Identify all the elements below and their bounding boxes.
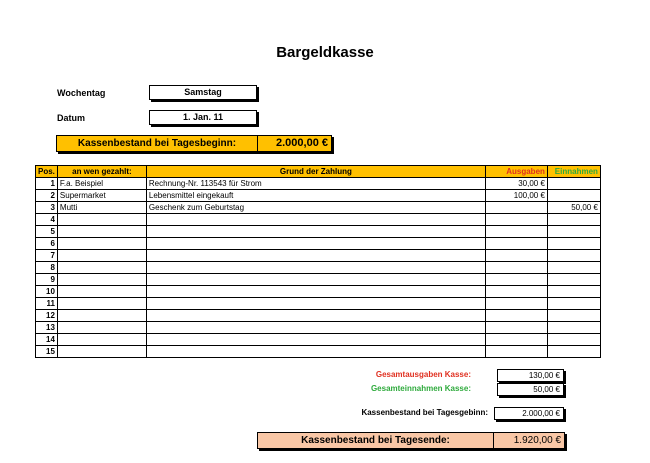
col-header-reason: Grund der Zahlung	[146, 166, 485, 178]
opening-balance-summary-value[interactable]: 2.000,00 €	[494, 407, 564, 420]
total-expenses-label: Gesamtausgaben Kasse:	[375, 370, 471, 379]
row-income-cell[interactable]	[547, 334, 600, 346]
row-income-cell[interactable]	[547, 238, 600, 250]
row-pos-cell: 10	[36, 286, 58, 298]
row-income-cell[interactable]	[547, 214, 600, 226]
row-pos-cell: 1	[36, 178, 58, 190]
row-expenses-cell[interactable]: 100,00 €	[485, 190, 547, 202]
row-expenses-cell[interactable]	[485, 214, 547, 226]
row-pos-cell: 4	[36, 214, 58, 226]
wochentag-field[interactable]: Samstag	[149, 85, 257, 100]
table-row	[36, 286, 601, 298]
row-payee-cell[interactable]: F.a. Beispiel	[57, 178, 146, 190]
row-payee-cell[interactable]: Mutti	[57, 202, 146, 214]
row-payee-cell[interactable]	[57, 250, 146, 262]
row-reason-cell[interactable]	[146, 250, 485, 262]
row-reason-cell[interactable]	[146, 262, 485, 274]
row-payee-cell[interactable]	[57, 334, 146, 346]
row-reason-cell[interactable]	[146, 334, 485, 346]
row-payee-cell[interactable]	[57, 274, 146, 286]
table-row	[36, 250, 601, 262]
total-income-value[interactable]: 50,00 €	[497, 383, 564, 396]
table-row	[36, 310, 601, 322]
row-expenses-cell[interactable]	[485, 262, 547, 274]
table-row	[36, 202, 601, 214]
row-reason-cell[interactable]	[146, 274, 485, 286]
table-row	[36, 334, 601, 346]
col-header-payee: an wen gezahlt:	[57, 166, 146, 178]
row-payee-cell[interactable]	[57, 226, 146, 238]
cash-table	[35, 165, 601, 358]
row-pos-cell: 8	[36, 262, 58, 274]
table-row	[36, 238, 601, 250]
row-expenses-cell[interactable]	[485, 346, 547, 358]
table-row	[36, 346, 601, 358]
row-pos-cell: 5	[36, 226, 58, 238]
row-pos-cell: 7	[36, 250, 58, 262]
row-expenses-cell[interactable]	[485, 286, 547, 298]
row-payee-cell[interactable]	[57, 346, 146, 358]
table-row	[36, 274, 601, 286]
table-header-row	[36, 166, 601, 178]
row-reason-cell[interactable]	[146, 238, 485, 250]
row-expenses-cell[interactable]	[485, 310, 547, 322]
row-pos-cell: 14	[36, 334, 58, 346]
closing-balance-label: Kassenbestand bei Tagesende:	[258, 433, 494, 448]
row-income-cell[interactable]	[547, 286, 600, 298]
wochentag-label: Wochentag	[57, 88, 106, 98]
col-header-pos: Pos.	[36, 166, 58, 178]
row-income-cell[interactable]	[547, 226, 600, 238]
col-header-expenses: Ausgaben	[485, 166, 547, 178]
opening-balance-label: Kassenbestand bei Tagesbeginn:	[57, 136, 258, 151]
row-income-cell[interactable]: 50,00 €	[547, 202, 600, 214]
row-expenses-cell[interactable]	[485, 250, 547, 262]
row-expenses-cell[interactable]	[485, 298, 547, 310]
closing-balance-box	[257, 432, 565, 449]
row-reason-cell[interactable]	[146, 226, 485, 238]
row-payee-cell[interactable]	[57, 298, 146, 310]
row-expenses-cell[interactable]	[485, 202, 547, 214]
table-row	[36, 226, 601, 238]
row-reason-cell[interactable]: Geschenk zum Geburtstag	[146, 202, 485, 214]
col-header-income: Einnahmen	[547, 166, 600, 178]
row-income-cell[interactable]	[547, 262, 600, 274]
row-reason-cell[interactable]: Rechnung-Nr. 113543 für Strom	[146, 178, 485, 190]
row-reason-cell[interactable]	[146, 286, 485, 298]
datum-label: Datum	[57, 113, 86, 123]
row-income-cell[interactable]	[547, 274, 600, 286]
row-income-cell[interactable]	[547, 190, 600, 202]
row-income-cell[interactable]	[547, 322, 600, 334]
row-payee-cell[interactable]	[57, 238, 146, 250]
row-expenses-cell[interactable]	[485, 226, 547, 238]
table-row	[36, 178, 601, 190]
table-row	[36, 322, 601, 334]
opening-balance-summary-label: Kassenbestand bei Tagesgebinn:	[361, 408, 488, 417]
row-expenses-cell[interactable]	[485, 238, 547, 250]
table-row	[36, 298, 601, 310]
row-reason-cell[interactable]	[146, 214, 485, 226]
closing-balance-value[interactable]: 1.920,00 €	[513, 435, 561, 446]
row-expenses-cell[interactable]	[485, 274, 547, 286]
row-payee-cell[interactable]	[57, 310, 146, 322]
page-title: Bargeldkasse	[276, 44, 374, 61]
row-reason-cell[interactable]	[146, 346, 485, 358]
row-payee-cell[interactable]	[57, 262, 146, 274]
table-row	[36, 190, 601, 202]
row-reason-cell[interactable]	[146, 310, 485, 322]
row-pos-cell: 6	[36, 238, 58, 250]
row-reason-cell[interactable]: Lebensmittel eingekauft	[146, 190, 485, 202]
row-pos-cell: 9	[36, 274, 58, 286]
row-pos-cell: 15	[36, 346, 58, 358]
row-payee-cell[interactable]	[57, 286, 146, 298]
table-row	[36, 214, 601, 226]
row-pos-cell: 12	[36, 310, 58, 322]
row-expenses-cell[interactable]	[485, 334, 547, 346]
datum-field[interactable]: 1. Jan. 11	[149, 110, 257, 125]
total-expenses-value[interactable]: 130,00 €	[497, 369, 564, 382]
row-reason-cell[interactable]	[146, 322, 485, 334]
row-pos-cell: 3	[36, 202, 58, 214]
row-expenses-cell[interactable]	[485, 322, 547, 334]
row-income-cell[interactable]	[547, 250, 600, 262]
opening-balance-box	[56, 135, 332, 152]
opening-balance-value[interactable]: 2.000,00 €	[276, 137, 328, 149]
row-income-cell[interactable]	[547, 310, 600, 322]
table-row	[36, 262, 601, 274]
row-pos-cell: 2	[36, 190, 58, 202]
row-pos-cell: 13	[36, 322, 58, 334]
row-income-cell[interactable]	[547, 346, 600, 358]
row-expenses-cell[interactable]: 30,00 €	[485, 178, 547, 190]
row-payee-cell[interactable]	[57, 322, 146, 334]
row-pos-cell: 11	[36, 298, 58, 310]
row-income-cell[interactable]	[547, 298, 600, 310]
row-payee-cell[interactable]	[57, 214, 146, 226]
total-income-label: Gesamteinnahmen Kasse:	[370, 384, 471, 393]
row-income-cell[interactable]	[547, 178, 600, 190]
row-payee-cell[interactable]: Supermarket	[57, 190, 146, 202]
row-reason-cell[interactable]	[146, 298, 485, 310]
